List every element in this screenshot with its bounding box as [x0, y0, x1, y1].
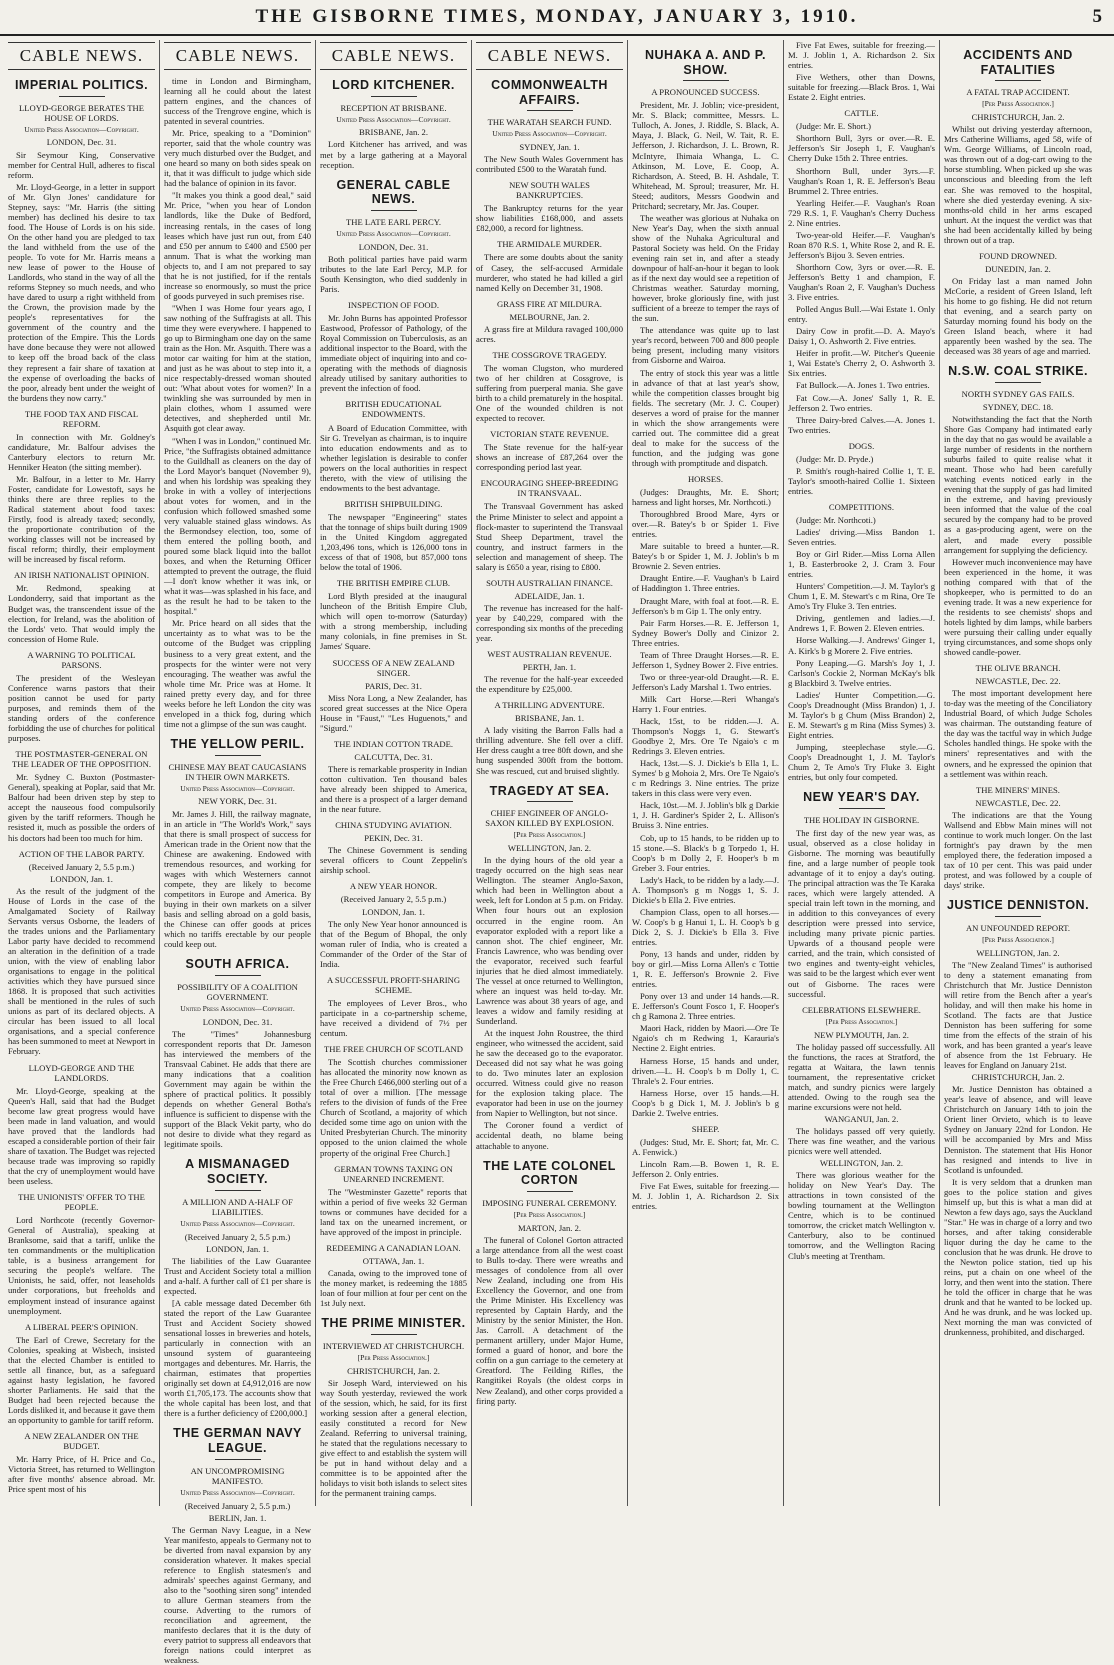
article-paragraph: (Judge: Mr. Northcoti.): [796, 514, 876, 525]
dateline: PARIS, Dec. 31.: [365, 680, 422, 691]
article-subheading: COMPETITIONS.: [828, 501, 895, 512]
article-headline: SOUTH AFRICA.: [185, 957, 290, 972]
article-paragraph: time in London and Birmingham, learning all he could about the latest pattern engines, and the chances of success of the Trengrove engine, which is patented in several countries.: [164, 75, 311, 127]
article-paragraph: The Chinese Government is sending several officers to Count Zeppelin's airship school.: [320, 845, 467, 876]
headline-rule: [995, 916, 1041, 917]
article-subheading: AN UNCOMPROMISING MANIFESTO.: [190, 1465, 285, 1486]
article-subheading: LLOYD-GEORGE BERATES THE HOUSE OF LORDS.: [19, 102, 144, 123]
article-subheading: RECEPTION AT BRISBANE.: [340, 102, 447, 113]
article-paragraph: The State revenue for the half-year shows an increase of £87,264 over the corresponding period last year.: [476, 442, 623, 473]
article-paragraph: The only New Year honor announced is that of the Begum of Bhopal, the only woman ruler of India, who is created a Commander of the Order of the Star of India.: [320, 918, 467, 969]
article-paragraph: The woman Clugston, who murdered two of her children at Cossgrove, is suffering from puerperal mania. She gave birth to a child prematurely in the hospital. One of the wounded children is not expected to recover.: [476, 362, 624, 424]
article-paragraph: Both political parties have paid warm tributes to the late Earl Percy, M.P. for South Kensington, who died suddenly in Paris.: [320, 253, 467, 294]
dateline: ADELAIDE, Jan. 1.: [514, 590, 585, 601]
article-paragraph: Ladies' driving.—Miss Bandon 1. Seven entries.: [788, 527, 935, 548]
dateline: (Received January 2, 5.5 p.m.): [184, 1231, 291, 1242]
wire-credit: [Per Press Association.]: [513, 1209, 586, 1219]
article-paragraph: The holidays passed off very quietly. There was fine weather, and the various picnics were well attended.: [788, 1125, 935, 1157]
dateline: CHRISTCHURCH, Jan. 2.: [971, 112, 1065, 123]
article-subheading: SHEEP.: [691, 1123, 720, 1134]
article-paragraph: The revenue for the half-year exceeded the expenditure by £25,000.: [476, 674, 623, 695]
article-paragraph: Pony over 13 and under 14 hands.—R. E. Jefferson's Count Fosco 1, F. Hooper's ch g Ramona 2. Three entries.: [632, 991, 779, 1022]
wire-credit: United Press Association—Copyright.: [180, 1218, 295, 1228]
news-column-6: [784, 40, 940, 1506]
article-paragraph: The weather was glorious at Nuhaka on New Year's Day, when the sixth annual show of the Nuhaka Agricultural and Pastoral Society was held. On the Friday evening rain set in, and after a steady downpour of half-an-hour it began to look as if the next day would see a repetition of Christmas weather. Saturday morning, however, broke gloriously fine, with just sufficient of a breeze to temper the rays of the sun.: [632, 212, 779, 324]
dateline: WELLINGTON, Jan. 2.: [819, 1158, 904, 1169]
article-paragraph: Pair Farm Horses.—R. E. Jefferson 1, Sydney Bower's Dolly and Cinizor 2. Three entries.: [632, 617, 779, 648]
article-paragraph: The funeral of Colonel Gorton attracted a large attendance from all the west coast to Bulls to-day. There were wreaths and messages of condolence from all over New Zealand, including one from His Excellency the Governor, and one from the Prime Minister. His Excellency was represented by Captain Hardy, and the Ministry by the senior Minister, the Hon. Jas. Carroll. A detachment of the permanent artillery, under Major Hume, formed a guard of honor, and bore the coffin on a gun carriage to the cemetery at Greatford. The Feilding Rifles, the Rangitikei Royals (the oldest corps in New Zealand), and other corps provided a firing party.: [476, 1234, 623, 1406]
dateline: WANGANUI, Jan. 2.: [824, 1113, 899, 1124]
article-paragraph: It is very seldom that a drunken man goes to the police station and gives himself up, but this is what a man did at Newton a few days ago, says the Auckland "Star." He was in charge of a lorry and two horses, and after taking considerable liquor during the day he came to the conclusion that he was drunk. He drove to the Newton police station, tied up his reins, put a chain on one wheel of the lorry, and then went into the station. There he told the officer in charge that he was drunk and that he wanted to be locked up. And he was drunk, and he was locked up. Next morning the man was convicted of drunkenness, prohibited, and discharged.: [944, 1176, 1092, 1338]
article-paragraph: Lord Northcote (recently Governor-General of Australia), speaking at Branksome, said that a tariff, unlike the ten commandments or the multiplication table, is a business arrangement for securing the people's welfare. The Unionists, he said, offer, not leaseholds under corporations, but freeholds and employment instead of insurance against unemployment.: [8, 1215, 155, 1316]
article-paragraph: Whilst out driving yesterday afternoon, Mrs Catherine Williams, aged 58, wife of Wm. George Williams, of Lincoln road, was thrown out of a dog-cart owing to the horse stumbling. When picked up she was unconscious and bleeding from the left ear. She was removed to the hospital, where she died yesterday evening. A six-months-old child in her arms escaped unhurt. At the inquest the verdict was that she had been accidentally killed by being thrown out of a trap.: [944, 124, 1092, 245]
article-paragraph: Harness Horse, 15 hands and under, driven.—L. H. Coop's b m Dolly 1, C. Thrale's 2. Four entries.: [632, 1055, 779, 1086]
column-heading: CABLE NEWS.: [8, 42, 155, 70]
columns-container: [4, 40, 1110, 1665]
article-subheading: INTERVIEWED AT CHRISTCHURCH.: [322, 1340, 465, 1351]
article-paragraph: Milk Cart Horse.—Reri Whanga's Harry 1. Four entries.: [632, 693, 779, 714]
article-paragraph: The "Times" Johannesburg correspondent reports that Dr. Jameson has interviewed the members of the Transvaal Cabinet. He adds that there are many indications that a coalition Government may again be within the sphere of practical politics. It possibly depends on whether General Botha's influence is sufficient to dispense with the support of the Black Vekit party, who do not desire to divide what they regard as legitimate spoils.: [164, 1028, 311, 1150]
dateline: LONDON, Dec. 31.: [46, 137, 117, 148]
article-paragraph: Hack, 13st.—S. J. Dickie's b Ella 1, L. Symes' b g Mohoia 2, Mrs. Ore Te Ngaio's c m Redrings 3. Nine entries. The prize takers in this class were very even.: [632, 758, 779, 799]
article-headline: NUHAKA A. AND P. SHOW.: [645, 48, 766, 77]
headline-rule: [215, 755, 261, 756]
dateline: CHRISTCHURCH, Jan. 2.: [347, 1365, 440, 1376]
article-paragraph: (Judge: Mr. E. Short.): [796, 121, 871, 132]
article-paragraph: Two or three-year-old Draught.—R. E. Jefferson's Lady Marshal 1. Two entries.: [632, 671, 779, 692]
article-subheading: AN UNFOUNDED REPORT.: [965, 922, 1071, 933]
column-heading: CABLE NEWS.: [476, 42, 623, 70]
article-paragraph: The employees of Lever Bros., who participate in a co-partnership scheme, have received a dividend of 7½ per centum.: [320, 997, 467, 1039]
article-paragraph: A grass fire at Mildura ravaged 100,000 acres.: [476, 323, 623, 344]
article-subheading: A MILLION AND A-HALF OF LIABILITIES.: [182, 1196, 293, 1217]
article-paragraph: Fat Bullock.—A. Jones 1. Two entries.: [796, 380, 930, 391]
article-headline: N.S.W. COAL STRIKE.: [948, 364, 1088, 379]
wire-credit: United Press Association—Copyright.: [336, 228, 451, 238]
dateline: LONDON, Jan. 1.: [362, 906, 425, 917]
masthead-title: THE GISBORNE TIMES, MONDAY, JANUARY 3, 1910.: [255, 6, 859, 27]
article-subheading: THE FREE CHURCH OF SCOTLAND: [324, 1044, 463, 1055]
article-subheading: THE BRITISH EMPIRE CLUB.: [336, 578, 451, 589]
article-paragraph: Jumping, steeplechase style.—G. Coop's Dreadnought 1, J. M. Taylor's Chum 2, Te Amo's Try Fluke 3. Eight entries, but only four competed.: [788, 741, 935, 783]
article-paragraph: However much inconvenience may have been experienced in the home, it was nothing compared with that of the shopkeeper, who is permitted to do an evening trade. It was a new experience for the residents to see chemists' shops and hotels lighted by dim lamps, while barbers were pursuing their calling under equally trying circumstances, and some shops only showed candle-power.: [944, 556, 1092, 658]
article-paragraph: Shorthorn Bull, under 3yrs.—F. Vaughan's Roan 1, R. E. Jefferson's Beau Brummel 2. Three entries.: [788, 165, 935, 196]
article-subheading: GRASS FIRE AT MILDURA.: [497, 298, 602, 309]
article-headline: COMMONWEALTH AFFAIRS.: [491, 77, 608, 107]
dateline: WELLINGTON, Jan. 2.: [507, 843, 592, 854]
article-subheading: CHIEF ENGINEER OF ANGLO-SAXON KILLED BY EXPLOSION.: [485, 808, 614, 829]
headline-rule: [527, 1191, 573, 1192]
article-headline: A MISMANAGED SOCIETY.: [185, 1157, 290, 1186]
article-paragraph: Mr. Price heard on all sides that the uncertainty as to what was to be the outcome of the Budget was crippling business to a very great extent, and the prospects for the winter were not very encouraging. The weather was awful the whole time Mr. Price was at Home. It rained pretty every day, and for three weeks before he left London the city was enveloped in a thick fog, during which time not a glimpse of the sun was caught.: [164, 618, 311, 729]
news-column-1: [4, 40, 160, 1506]
article-subheading: CHINA STUDYING AVIATION.: [335, 820, 452, 831]
article-headline: THE LATE COLONEL CORTON: [483, 1158, 616, 1188]
wire-credit: [Per Press Association.]: [982, 934, 1054, 944]
article-paragraph: The German Navy League, in a New Year manifesto, appeals to Germany not to be diverted from naval expansion by any consideration whatever. It makes special reference to English statesmen's and admirals' speeches against Germany, and also to the "soothing siren song" intended to allure German steamers from the course. Adverting to the rumors of reconciliation and agreement, the manifesto declares that it is the duty of every patriot to suppress all endeavors that foreign nations could interpret as weakness.: [164, 1524, 312, 1665]
dateline: BRISBANE, Jan. 2.: [359, 127, 428, 138]
article-paragraph: Yearling Heifer.—F. Vaughan's Roan 729 R.S. 1, F. Vaughan's Cherry Duchess 2. Nine entries.: [788, 197, 935, 228]
article-headline: JUSTICE DENNISTON.: [946, 898, 1090, 913]
dateline: (Received January 2, 5.5 p.m.): [28, 861, 135, 872]
dateline: SYDNEY, DEC. 18.: [982, 401, 1054, 412]
article-subheading: SUCCESS OF A NEW ZEALAND SINGER.: [332, 657, 455, 678]
article-paragraph: Lincoln Ram.—B. Bowen 1, R. E. Jefferson 2. Only entries.: [632, 1158, 779, 1179]
article-paragraph: The Coroner found a verdict of accidental death, no blame being attachable to anyone.: [476, 1120, 623, 1151]
article-subheading: A NEW YEAR HONOR.: [349, 881, 438, 892]
article-paragraph: The Scottish churches commissioner has allocated the minority now known as the Free Church £466,000 sterling out of a total of over a million. [The message refers to the division of funds of the Free Church of Scotland, a majority of which decided some time ago on union with the United Presbyterian Church. The minority opposed to the union claimed the whole property of the original Free Church.]: [320, 1057, 467, 1158]
headline-rule: [371, 1334, 417, 1335]
article-headline: THE YELLOW PERIL.: [170, 736, 305, 751]
article-paragraph: Polled Angus Bull.—Wai Estate 1. Only entry.: [788, 304, 935, 325]
article-subheading: DOGS.: [848, 440, 875, 451]
article-headline: GENERAL CABLE NEWS.: [336, 177, 451, 207]
article-subheading: WEST AUSTRALIAN REVENUE.: [487, 649, 612, 660]
article-paragraph: The New South Wales Government has contributed £500 to the Waratah fund.: [476, 154, 623, 175]
article-paragraph: Heifer in profit.—W. Pitcher's Queenie 1, Wai Estate's Cherry 2, O. Ashworth 3. Six entries.: [788, 348, 935, 379]
dateline: NEWCASTLE, Dec. 22.: [975, 676, 1061, 687]
dateline: PERTH, Jan. 1.: [522, 662, 577, 673]
article-paragraph: Fat Cow.—A. Jones' Sally 1, R. E. Jefferson 2. Two entries.: [788, 392, 935, 413]
article-subheading: POSSIBILITY OF A COALITION GOVERNMENT.: [177, 981, 298, 1002]
article-paragraph: The Transvaal Government has asked the Prime Minister to select and appoint a flock-master to superintend the Transvaal Stud Sheep Department, travel the country, and instruct farmers in the selection and management of sheep. The salary is £650 a year, rising to £800.: [476, 501, 623, 572]
article-subheading: GERMAN TOWNS TAXING ON UNEARNED INCREMENT.: [334, 1163, 453, 1184]
headline-rule: [683, 80, 729, 81]
headline-rule: [59, 96, 105, 97]
article-paragraph: (Judges: Stud, Mr. E. Short; fat, Mr. C. A. Fenwick.): [632, 1136, 779, 1157]
dateline: PEKIN, Dec. 31.: [364, 833, 423, 844]
dateline: SYDNEY, Jan. 1.: [519, 142, 580, 153]
news-column-7: [940, 40, 1096, 1506]
article-paragraph: Draught Mare, with foal at foot.—R. E. Jefferson's b m Gip 1. The only entry.: [632, 595, 779, 616]
dateline: (Received January 2, 5.5 p.m.): [184, 1500, 291, 1511]
article-paragraph: Maori Hack, ridden by Maori.—Ore Te Ngaio's ch m Redwing 1, Karauria's Nectine 2. Eight entries.: [632, 1023, 779, 1054]
column-heading: CABLE NEWS.: [320, 42, 467, 70]
article-paragraph: There is remarkable prosperity in Indian cotton cultivation. Ten thousand bales have already been shipped to America, and there is a prospect of a larger demand in the near future.: [320, 763, 467, 815]
article-subheading: ENCOURAGING SHEEP-BREEDING IN TRANSVAAL.: [480, 478, 619, 499]
article-subheading: REDEEMING A CANADIAN LOAN.: [326, 1242, 461, 1253]
article-subheading: NEW SOUTH WALES BANKRUPTCIES.: [509, 180, 590, 201]
article-paragraph: Mr. Lloyd-George, in a letter in support of Mr. Glyn Jones' candidature for Stepney, says: "Mr. Harris (the sitting member) has declined his desire to tax food. The House of Lords is on his side. On the other hand you are pledged to tax the land withheld from the use of the people. To vote for Mr. Harris means a new lease of power to the House of Landlords, who stand in the way of all the reforms Stepney so much needs, and who have dared to usurp a right withheld from the Crown, the provision made by the people's representatives for the government of the country and the protection of the Empire. This the Lords have done because they were not allowed to keep off the broad back of the class they represent a fair share of taxation at the expense of overloading the backs of the poor, already bent under the weight of the burdens they now carry.": [8, 181, 155, 403]
article-paragraph: Canada, owing to the improved tone of the money market, is redeeming the 1885 loan of four million at four per cent on the 1st July next.: [320, 1268, 467, 1309]
article-paragraph: The attendance was quite up to last year's record, between 700 and 800 people being present, including many visitors from Gisborne and Wairoa.: [632, 325, 779, 366]
article-paragraph: Horse Walking.—J. Andrews' Ginger 1, A. Kirk's b g Morere 2. Five entries.: [788, 635, 935, 656]
article-subheading: BRITISH EDUCATIONAL ENDOWMENTS.: [345, 399, 442, 420]
article-paragraph: A Board of Education Committee, with Sir G. Trevelyan as chairman, is to inquire into education endowments and as to whether legislation is desirable to confer powers on the local authorities in respect thereto, with the view of utilising the endowments to the best advantage.: [320, 422, 467, 493]
article-paragraph: Hack, 15st, to be ridden.—J. A. Thompson's Noggs 1, G. Stewart's Goodbye 2, Mrs. Ore Te Ngaio's c m Redrings 3. Eleven entries.: [632, 716, 779, 757]
wire-credit: United Press Association—Copyright.: [492, 129, 607, 139]
article-paragraph: The indications are that the Young Wallsend and Ebbw Main mines will not continue to work much longer. On the last fortnight's pay drawn by the men employed there, the federation imposed a tax of 10 per cent. This was paid under protest, and was followed by a couple of days' strike.: [944, 809, 1092, 891]
news-column-4: [472, 40, 628, 1506]
dateline: CALCUTTA, Dec. 31.: [354, 751, 433, 762]
article-paragraph: Mr. Redmond, speaking at Londonderry, said that important as the Budget was, the transcendent issue of the election, for Ireland, was the abolition of the Lords' veto. That would imply the concession of Home Rule.: [8, 583, 155, 644]
article-subheading: FOUND DROWNED.: [979, 250, 1057, 261]
article-paragraph: In connection with Mr. Goldney's candidature, Mr. Balfour advises the Canterbury electors to return Mr. Henniker Heaton (the sitting member).: [8, 431, 155, 472]
article-paragraph: There are some doubts about the sanity of Casey, the self-accused Armidale murderer, who stated he had killed a girl named Kelly on December 31, 1908.: [476, 252, 623, 293]
article-paragraph: Draught Entire.—F. Vaughan's b Laird of Haddington 1. Three entries.: [632, 573, 779, 594]
news-column-2: [160, 40, 316, 1665]
article-paragraph: Mr. Price, speaking to a "Dominion" reporter, said that the whole country was very much disturbed over the Budget, and one heard so many on both sides speak on it, that it was difficult to judge which side had the balance of opinion in its favor.: [164, 128, 311, 189]
article-paragraph: Sir Seymour King, Conservative member for Central Hull, adheres to fiscal reform.: [8, 149, 155, 180]
article-subheading: SOUTH AUSTRALIAN FINANCE.: [486, 577, 613, 588]
dateline: MARTON, Jan. 2.: [517, 1222, 582, 1233]
article-paragraph: Three Dairy-bred Calves.—A. Jones 1. Two entries.: [788, 414, 935, 435]
article-paragraph: Shorthorn Cow, 3yrs or over.—R. E. Jefferson's Betty 1 and champion, F. Vaughan's Roan 2, F. Vaughan's Duchess 3. Five entries.: [788, 261, 935, 303]
article-paragraph: Mr. James J. Hill, the railway magnate, in an article in "The World's Work," says that there is small prospect of success for American trade in the Orient now that the Chinese are awakening. Endowed with tremendous resources, and working for wages with which Westerners cannot compete, they are likely to become competitors in Europe and America. By buying in their own markets on a silver basis and selling abroad on a gold basis, the Chinese can offer goods at prices which no tariffs erectable by our people could keep out.: [164, 808, 311, 950]
dateline: NEW YORK, Dec. 31.: [198, 796, 277, 807]
article-subheading: CATTLE.: [844, 108, 879, 119]
article-paragraph: Pony, 13 hands and under, ridden by boy or girl.—Miss Lorna Allen's c Tottie 1, R. E. Jefferson's Brownie 2. Five entries.: [632, 949, 779, 990]
article-subheading: A THRILLING ADVENTURE.: [494, 700, 605, 711]
column-heading: CABLE NEWS.: [164, 42, 311, 70]
article-subheading: THE WARATAH SEARCH FUND.: [487, 117, 612, 128]
dateline: LONDON, Dec. 31.: [202, 1016, 273, 1027]
article-paragraph: P. Smith's rough-haired Collie 1, T. E. Taylor's smooth-haired Collie 1. Sixteen entries.: [788, 465, 935, 496]
dateline: LONDON, Dec. 31.: [358, 241, 429, 252]
article-subheading: A NEW ZEALANDER ON THE BUDGET.: [24, 1431, 139, 1452]
article-paragraph: "When I was Home four years ago, I saw nothing of the Suffragists at all. This time they were everywhere. I happened to go up to Birmingham one day on the same train as the Hon. Mr. Asquith. There was a motor car waiting for him at the station, and just as he was about to step into it, a nice respectably-dressed woman shouted out: 'What about votes for women?' In a twinkling she was surrounded by men in plain clothes, whom I assumed were detectives, and shepherded until Mr. Asquith got clear away.: [164, 302, 311, 434]
article-subheading: CELEBRATIONS ELSEWHERE.: [802, 1004, 921, 1015]
article-paragraph: Mr. Balfour, in a letter to Mr. Harry Foster, candidate for Lowestoft, says he thinks there are three replies to the Radical statement about food taxes: Firstly, food is already taxed; secondly, the proportionate contribution of the working classes will not be increased by fiscal reform; thirdly, their employment will be increased by fiscal reform.: [8, 473, 155, 565]
article-subheading: HORSES.: [687, 473, 724, 484]
article-subheading: AN IRISH NATIONALIST OPINION.: [14, 570, 149, 581]
article-paragraph: At the inquest John Roustree, the third engineer, who witnessed the accident, said he saw the deceased go to the evaporator. Deceased did not say what he was going to do. Two minutes later an explosion occurred. Witness could give no reason for the explosion taking place. The evaporator had been in use on the journey from Napier to Wellington, but not since.: [476, 1028, 623, 1119]
article-paragraph: In the dying hours of the old year a tragedy occurred on the high seas near Wellington. The steamer Anglo-Saxon, which had been in Wellington about a week, left for London at 5 p.m. on Friday. When four hours out an explosion occurred in the engine room. An evaporator exploded with a report like a cannon shot. The chief engineer, Mr. Francis Lawrence, who was bending over the evaporator, received such fearful injuries that he died almost immediately. The vessel at once returned to Wellington, where an inquest was held to-day. Mr. Lawrence was about 38 years of age, and leaves a widow and family residing at Sunderland.: [476, 855, 623, 1026]
article-subheading: THE POSTMASTER-GENERAL ON THE LEADER OF THE OPPOSITION.: [11, 749, 151, 770]
article-subheading: BRITISH SHIPBUILDING.: [344, 498, 443, 509]
headline-rule: [839, 808, 885, 809]
article-paragraph: The newspaper "Engineering" states that the tonnage of ships built during 1909 in the United Kingdom aggregated 1,203,496 tons, which is 126,000 tons in excess of that of 1908, but 857,000 tons below the total of 1906.: [320, 511, 467, 573]
masthead: [0, 0, 1114, 36]
article-subheading: A LIBERAL PEER'S OPINION.: [25, 1321, 138, 1332]
article-paragraph: Shorthorn Bull, 3yrs or over.—R. E. Jefferson's Sir Joseph 1, F. Vaughan's Cherry Duke 15th 2. Three entries.: [788, 133, 935, 164]
wire-credit: [Per Press Association.]: [513, 830, 586, 840]
article-paragraph: Mr. Justice Denniston has obtained a year's leave of absence, and will leave Christchurch on January 14th to join the Orient liner Orvieto, which is to leave Sydney on January 22nd for London. He will be accompanied by Mrs and Miss Denniston. The statement that His Honor has resigned and intends to live in Scotland is unfounded.: [944, 1084, 1092, 1175]
article-paragraph: Cob, up to 15 hands, to be ridden up to 15 stone.—S. Black's b g Torpedo 1, H. Coop's b m Dolly 2, F. Hooper's b m Greber 3. Four entries.: [632, 832, 779, 873]
article-subheading: CHINESE MAY BEAT CAUCASIANS IN THEIR OWN MARKETS.: [168, 761, 307, 782]
dateline: MELBOURNE, Jan. 2.: [509, 311, 590, 322]
headline-rule: [995, 80, 1041, 81]
article-headline: LORD KITCHENER.: [332, 77, 455, 92]
article-paragraph: Thoroughbred Brood Mare, 4yrs or over.—R. Batey's b or Spider 1. Five entries.: [632, 509, 779, 540]
article-paragraph: (Judges: Draughts, Mr. E. Short; harness and light horses, Mr. Northcoti.): [632, 487, 779, 508]
wire-credit: [Per Press Association.]: [357, 1352, 430, 1362]
headline-rule: [995, 382, 1041, 383]
article-paragraph: The "New Zealand Times" is authorised to deny a statement emanating from Christchurch that Mr. Justice Denniston will retire from the Bench after a year's holiday, and will then make his home in Scotland. The facts are that Justice Denniston has been suffering for some time from the effects of the strain of his work, and has been granted a year's leave of absence from the 1st February. He leaves for England on January 21st.: [944, 959, 1092, 1071]
article-headline: ACCIDENTS AND FATALITIES: [963, 48, 1073, 77]
article-paragraph: "When I was in London," continued Mr. Price, "the Suffragists obtained admittance to the Guildhall as cleaners on the day of the Lord Mayor's banquet (November 9), and when his lordship was speaking they broke in with a volley of interjections about votes for women, and in the confusion which followed smashed some very valuable stained glass windows. As the Bermondsey election, too, some of them entered the polling booth, and poured some black liquid into the ballot boxes, and when the Returning Officer attempted to prevent the outrage, the fluid—I don't know whether it was ink, or what it was—was splashed in his face, and as the result he had to be taken to the hospital.": [164, 435, 312, 617]
dateline: OTTAWA, Jan. 1.: [362, 1255, 425, 1266]
dateline: LONDON, Jan. 1.: [50, 873, 113, 884]
article-paragraph: Team of Three Draught Horses.—R. E. Jefferson 1, Sydney Bower 2. Five entries.: [632, 649, 779, 670]
article-subheading: INSPECTION OF FOOD.: [348, 300, 439, 311]
article-paragraph: Dairy Cow in profit.—D. A. Mayo's Daisy 1, O. Ashworth 2. Five entries.: [788, 326, 935, 347]
article-paragraph: The liabilities of the Law Guarantee Trust and Accident Society total a million and a-half. A further call of £1 per share is expected.: [164, 1255, 311, 1296]
article-paragraph: The entry of stock this year was a little in advance of that at last year's show, while the competition classes brought big fields. The secretary (Mr. J. C. Couper) deserves a word of praise for the manner in which the show arrangements were carried out. The committee did a great deal to make for the success of the function, and the judging was gone through with promptitude and dispatch.: [632, 367, 779, 468]
article-headline: THE GERMAN NAVY LEAGUE.: [173, 1426, 302, 1456]
article-headline: NEW YEAR'S DAY.: [803, 790, 920, 805]
article-paragraph: (Judge: Mr. D. Pryde.): [796, 453, 874, 464]
article-paragraph: Champion Class, open to all horses.—W. Coop's b g Hanui 1, L. H. Coop's b g Dick 2, S. J. Dickie's b Ella 3. Five entries.: [632, 906, 779, 947]
dateline: BRISBANE, Jan. 1.: [515, 713, 584, 724]
article-subheading: THE INDIAN COTTON TRADE.: [333, 738, 454, 749]
article-subheading: IMPOSING FUNERAL CEREMONY.: [482, 1197, 617, 1208]
article-paragraph: Driving, gentlemen and ladies.—J. Andrews 1, F. Bowen 2. Eleven entries.: [788, 613, 935, 634]
article-subheading: LLOYD-GEORGE AND THE LANDLORDS.: [28, 1062, 135, 1083]
article-paragraph: Pony Leaping.—G. Marsh's Joy 1, J. Carlson's Cockie 2, Norman McKay's blk g Blackbird 3. Twelve entries.: [788, 657, 935, 688]
article-paragraph: Mr. Harry Price, of H. Price and Co., Victoria Street, has returned to Wellington after five months' absence abroad. Mr. Price spent most of his: [8, 1454, 155, 1495]
wire-credit: United Press Association—Copyright.: [180, 1487, 295, 1497]
article-subheading: VICTORIAN STATE REVENUE.: [490, 429, 609, 440]
article-paragraph: Mr. John Burns has appointed Professor Eastwood, Professor of Pathology, of the Royal Commission on Tuberculosis, as an additional inspector to the Board, with the immediate object of inquiring into and co-operating with the methods of diagnosis already utilised by sanitary authorities to prevent the infection of food.: [320, 313, 467, 394]
article-paragraph: The revenue has increased for the half-year by £40,229, compared with the corresponding six months of the preceding year.: [476, 602, 623, 644]
article-paragraph: A lady visiting the Barron Falls had a thrilling adventure. She fell over a cliff. Her dress caught a tree 80ft down, and she hung suspended 300ft from the bottom. She was rescued, cut and bruised slightly.: [476, 725, 623, 776]
article-paragraph: On Friday last a man named John McCorie, a resident of Green Island, left his home to go fishing. He did not return that evening, and a search party on Saturday morning found his body on the Green Island beach, where it had apparently been washed by the sea. The deceased was 38 years of age and married.: [944, 275, 1092, 357]
article-subheading: A PRONOUNCED SUCCESS.: [651, 87, 760, 98]
headline-rule: [215, 975, 261, 976]
dateline: BERLIN, Jan. 1.: [208, 1512, 267, 1523]
dateline: DUNEDIN, Jan. 2.: [985, 263, 1051, 274]
page-number: 5: [1092, 6, 1102, 27]
wire-credit: [Per Press Association.]: [825, 1016, 898, 1026]
article-paragraph: Ladies' Hunter Competition.—G. Coop's Dreadnought (Miss Brandon) 1, J. M. Taylor's b g Chum (Miss Brandon) 2, E. M. Stewart's g m Rina (Miss Symes) 3. Eight entries.: [788, 689, 935, 740]
article-paragraph: Mr. Sydney C. Buxton (Postmaster-General), speaking at Poplar, said that Mr. Balfour had been driven step by step to accept the nauseous food compulsorily given by the tariff reformers. Though he resisted it, much as possible the orders of his doctors had been too much for him.: [8, 772, 155, 843]
article-subheading: THE ARMIDALE MURDER.: [497, 239, 602, 250]
wire-credit: United Press Association—Copyright.: [24, 124, 139, 134]
article-headline: TRAGEDY AT SEA.: [489, 783, 610, 798]
dateline: NEW PLYMOUTH, Jan. 2.: [814, 1029, 909, 1040]
article-paragraph: [A cable message dated December 6th stated the report of the Law Guarantee Trust and Accident Society showed sensational losses in breweries and hotels, particularly in connection with an unsound system of guaranteeing mortgages and debentures. Mr. Harris, the chairman, estimates that properties originally set down at £4,912,016 are now worth £1,705,173. The accounts show that the whole capital has been lost, and that there is a further deficiency of £200,000.]: [164, 1297, 311, 1419]
dateline: NEWCASTLE, Dec. 22.: [975, 797, 1061, 808]
article-paragraph: The first day of the new year was, as usual, observed as a close holiday in Gisborne. The morning was beautifully fine, and a large number of people took advantage of it to enjoy a day's outing. The principal attraction was the Te Karaka races, which were largely attended. A special train left town in the morning, and in addition to this conveyances of every description were pressed into service, including many private picnic parties. Upwards of a thousand people were carried, and the train, which consisted of two engines and twenty-eight vehicles, was said to be the largest which ever went out of Gisborne. The races were successful.: [788, 827, 935, 999]
article-subheading: THE COSSGROVE TRAGEDY.: [492, 349, 607, 360]
article-subheading: THE LATE EARL PERCY.: [345, 216, 441, 227]
news-column-5: [628, 40, 784, 1506]
article-paragraph: The president of the Wesleyan Conference warns pastors that their position cannot be used for party purposes, and reminds them of the standing orders of the conference forbidding the use of churches for political purposes.: [8, 672, 156, 744]
article-subheading: THE FOOD TAX AND FISCAL REFORM.: [24, 408, 139, 429]
article-paragraph: As the result of the judgment of the House of Lords in the case of the Amalgamated Society of Railway Servants versus Osborne, the leaders of the trades unions and the Parliamentary Labor party have decided to recommend an alteration in the definition of a trade union, with the view of enabling labor organisations to engage in the political activities which they have pursued since 1868. It is proposed that such activities shall be mentioned in the rules of such unions as part of its declared objects. A circular has been issued to all local organisations, and a special conference has been summoned to meet at Newport in February.: [8, 885, 155, 1057]
article-subheading: NORTH SYDNEY GAS FAILS.: [961, 388, 1075, 399]
headline-rule: [371, 210, 417, 211]
article-paragraph: Lord Blyth presided at the inaugural luncheon of the British Empire Club, which will open to-morrow (Saturday) with a strong membership, including many colonials, in fine premises in St. James' Square.: [320, 591, 467, 652]
article-paragraph: Notwithstanding the fact that the North Shore Gas Company had intimated early in the day that no gas would be available a large number of residents in the northern suburbs failed to quite realise what it meant. Those who had been carefully watching events noticed early in the evening that the supply of gas had limited in the extreme, and having previously been informed that the value of the coal secured by the company had to be proved as a gas-producing agent, were on the alert, and made every possible arrangement for supplying the deficiency.: [944, 413, 1092, 555]
article-subheading: ACTION OF THE LABOR PARTY.: [18, 848, 145, 859]
article-subheading: THE HOLIDAY IN GISBORNE.: [803, 814, 920, 825]
wire-credit: United Press Association—Copyright.: [180, 1003, 295, 1013]
article-paragraph: The holiday passed off successfully. All the functions, the races at Stratford, the regatta at Waitara, the lawn tennis tournament, the representative cricket match, and sundry picnics were largely attended. Owing to the rough sea the marine excursions were not held.: [788, 1041, 935, 1112]
article-paragraph: "It makes you think a good deal," said Mr. Price, "when you hear of London landlords, like the Duke of Bedford, increasing rentals, in the cases of long leases which have just run out, from £40 and £50 per annum to £400 and £500 per annum. That is what the working man objects to, and I am not prepared to say that he is not justified, for if the rentals increase so enormously, so must the price of goods purveyed in such premises rise.: [164, 190, 311, 301]
article-paragraph: There was glorious weather for the holiday on New Year's Day. The attractions in town consisted of the bowling tournament at the Wellington Centre, which is to be continued tomorrow, the cricket match Wellington v. Canterbury, also to be continued tomorrow, and the Wellington Racing Club's meeting at Trentham.: [788, 1170, 935, 1261]
article-paragraph: The most important development here to-day was the meeting of the Conciliatory Industrial Board, of which Judge Scholes was chairman. The outstanding feature of the day was the tactful way in which Judge Scholes handled things. He spoke with the miners' representatives and with the owners, and he expressed the opinion that a settlement was within reach.: [944, 688, 1092, 779]
article-paragraph: Harness Horse, over 15 hands.—H. Coop's b g Dick 1, M. J. Joblin's b g Darkie 2. Twelve entries.: [632, 1087, 779, 1118]
article-subheading: THE OLIVE BRANCH.: [975, 663, 1061, 674]
article-paragraph: Mare suitable to breed a hunter.—R. Batey's b or Spider 1, M. J. Joblin's b m Brownie 2. Seven entries.: [632, 541, 779, 572]
wire-credit: United Press Association—Copyright.: [336, 114, 451, 124]
article-paragraph: Lady's Hack, to be ridden by a lady.—J. A. Thompson's g m Noggs 1, S. J. Dickie's b Ella 2. Five entries.: [632, 874, 779, 905]
article-headline: IMPERIAL POLITICS.: [14, 77, 149, 92]
dateline: CHRISTCHURCH, Jan. 2.: [971, 1072, 1065, 1083]
article-paragraph: Hunters' Competition.—J. M. Taylor's g Chum 1, E. M. Stewart's c m Rina, Ore Te Amo's Try Fluke 3. Ten entries.: [788, 581, 935, 612]
article-paragraph: Sir Joseph Ward, interviewed on his way South yesterday, reviewed the work of the session, which, he said, for its first working session after a general election, easily constituted a record for New Zealand. Referring to universal training, he stated that the regulations necessary to give effect to and establish the system will be put in hand without delay and a committee is to be appointed after the holidays to visit both islands to select sites for the permanent training camps.: [320, 1377, 467, 1499]
headline-rule: [527, 801, 573, 802]
dateline: WELLINGTON, Jan. 2.: [976, 947, 1060, 958]
article-paragraph: Five Fat Ewes, suitable for freezing.—M. J. Joblin 1, A. Richardson 2. Six entries.: [632, 1181, 779, 1212]
article-paragraph: Five Fat Ewes, suitable for freezing.—M. J. Joblin 1, A. Richardson 2. Six entries.: [788, 40, 935, 71]
dateline: LONDON, Jan. 1.: [206, 1243, 269, 1254]
headline-rule: [527, 110, 573, 111]
article-paragraph: Five Wethers, other than Downs, suitable for freezing.—Black Bros. 1, Wai Estate 2. Eight entries.: [788, 72, 935, 103]
news-column-3: [316, 40, 472, 1506]
article-paragraph: The Earl of Crewe, Secretary for the Colonies, speaking at Wisbech, insisted that the elected Chamber is entitled to settle all finance, but, as a safeguard against hasty legislation, he favored shorter Parliaments. He said that the Budget had been rejected because the Lords disliked it, and because it gave them an opportunity to gamble for tariff reform.: [8, 1334, 156, 1426]
headline-rule: [215, 1190, 261, 1191]
headline-rule: [371, 96, 417, 97]
wire-credit: United Press Association—Copyright.: [180, 783, 295, 793]
article-subheading: THE MINERS' MINES.: [976, 784, 1060, 795]
headline-rule: [215, 1459, 261, 1460]
article-subheading: THE UNIONISTS' OFFER TO THE PEOPLE.: [18, 1192, 145, 1213]
article-paragraph: The "Westminster Gazette" reports that within a period of five weeks 32 German towns or communes have decided for a land tax on the unearned increment, or have approved of the impost in principle.: [320, 1186, 467, 1237]
article-paragraph: Hack, 10st.—M. J. Joblin's blk g Darkie 1, J. H. Gardiner's Spider 2, L. Allison's Bruiss 3. Nine entries.: [632, 800, 779, 831]
dateline: (Received January 2, 5.5 p.m.): [340, 894, 447, 905]
article-subheading: A FATAL TRAP ACCIDENT.: [966, 87, 1070, 98]
article-paragraph: Boy or Girl Rider.—Miss Lorna Allen 1, B. Easterbrooke 2, J. Cram 3. Four entries.: [788, 549, 935, 580]
article-subheading: A SUCCESSFUL PROFIT-SHARING SCHEME.: [326, 974, 461, 995]
article-headline: THE PRIME MINISTER.: [321, 1316, 466, 1331]
article-paragraph: Mr. Lloyd-George, speaking at the Queen's Hall, said that had the Budget become law great progress would have been made in land valuation, and would have proved that the landlords had escaped a considerable portion of their fair share of taxation. The Budget was rejected because trade was improving so rapidly that the cry of unemployment would have been useless.: [8, 1085, 155, 1187]
wire-credit: [Per Press Association.]: [982, 99, 1054, 109]
article-paragraph: President, Mr. J. Joblin; vice-president, Mr. S. Black; committee, Messrs. L. Tulloch, A. Jones, J. Riddle, S. Black, A. Maya, J. Black, G. Neil, W. Tait, R. E. Jefferson, J. Richardson, J. L. Brown, R. McIntyre, Ihimaia Whanga, L. C. Atkinson, M. Love, E. Coop, A. Richardson, A. Steed, B. H. Ashdale, T. Whitehead, M. Sproul; treasurer, Mr. H. Steed; auditors, Messrs Goodwin and Pritchard; secretary, Mr. Jas. Couper.: [632, 100, 779, 211]
article-paragraph: Miss Nora Long, a New Zealander, has scored great successes at the Nice Opera House in "Faust," "Les Huguenots," and "Sigurd.": [320, 692, 467, 733]
article-subheading: A WARNING TO POLITICAL PARSONS.: [27, 649, 136, 670]
article-paragraph: Two-year-old Heifer.—F. Vaughan's Roan 870 R.S. 1, White Rose 2, and R. E. Jefferson's Bijou 3. Seven entries.: [788, 229, 935, 260]
article-paragraph: The Bankruptcy returns for the year show liabilities £168,000, and assets £82,000, a record for lightness.: [476, 203, 623, 234]
article-paragraph: Lord Kitchener has arrived, and was met by a large gathering at a Mayoral reception.: [320, 139, 467, 170]
